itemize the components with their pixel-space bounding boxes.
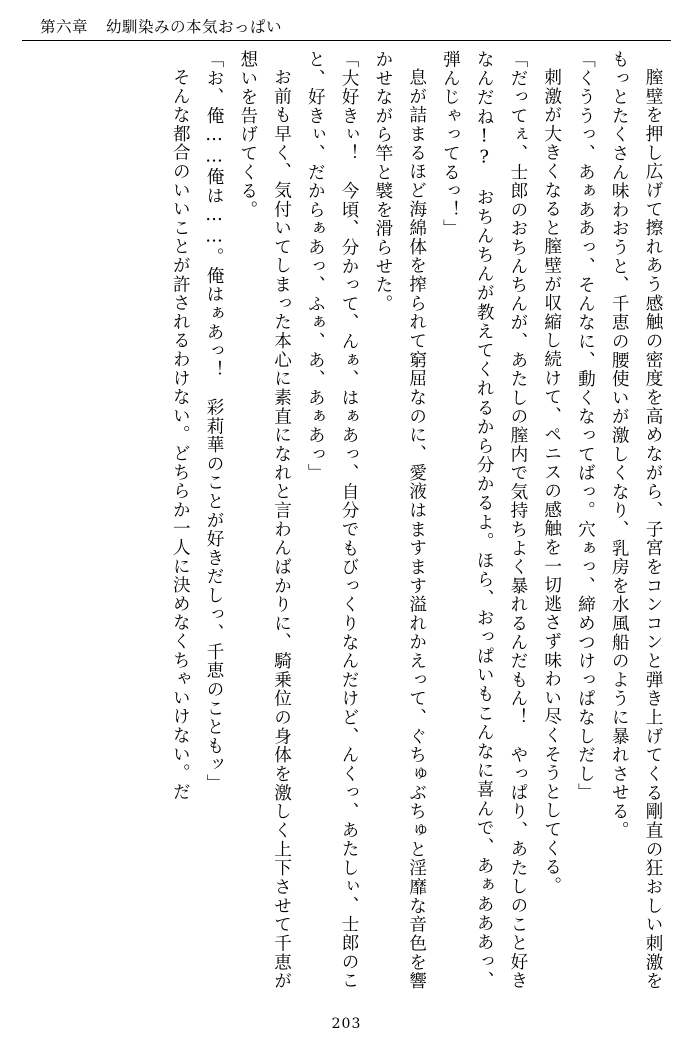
chapter-title: 幼馴染みの本気おっぱい	[106, 18, 283, 36]
body-text	[28, 50, 669, 990]
paragraph: 「くううっ、あぁああっ、そんなに、動くなってばっ。穴ぁっ、締めつけっぱなしだし」	[575, 50, 596, 802]
paragraph: 「だってぇ、士郎のおちんちんが、あたしの膣内で気持ちよく暴れるんだもん！ やっぱり、あたしのこと好きなんだね!? おちんちんが教えてくれるから分かるよ。ほら、おっぱいもこんなに喜んで、あぁあああっ、弾んじゃってるっ！」	[440, 50, 528, 990]
header-divider	[22, 40, 671, 41]
chapter-label: 第六章	[40, 18, 89, 36]
paragraph: 「大好きぃ！ 今頃、分かって、んぁ、はぁあっ、自分でもびっくりなんだけど、んくっ、あたしぃ、士郎のこと、好きぃ、だからぁあっ、ふぁ、あ、あぁあっ」	[305, 50, 360, 990]
page-number: 203	[331, 1016, 362, 1032]
paragraph: 息が詰まるほど海綿体を搾られて窮屈なのに、愛液はますます溢れかえって、ぐちゅぶちゅと淫靡な音色を響かせながら竿と襞を滑らせた。	[372, 50, 427, 990]
paragraph: 刺激が大きくなると膣壁が収縮し続けて、ペニスの感触を一切逃さず味わい尽くそうとしてくる。	[541, 67, 562, 895]
paragraph: お前も早く、気付いてしまった本心に素直になれと言わんばかりに、騎乗位の身体を激しく上下させて千恵が想いを告げてくる。	[237, 50, 292, 990]
paragraph: 「お、俺……俺は……。俺はぁあっ！ 彩莉華のことが好きだしっ、千恵のこともッ」	[204, 50, 225, 793]
paragraph: そんな都合のいいことが許されるわけない。どちらか一人に決めなくちゃいけない。だ	[170, 67, 191, 801]
page-header	[40, 10, 653, 42]
paragraph: 膣壁を押し広げて擦れあう感触の密度を高めながら、子宮をコンコンと弾き上げてくる剛直の狂おしい刺激をもっとたくさん味わおうと、千恵の腰使いが激しくなり、乳房を水風船のように暴れさせる。	[609, 50, 663, 990]
